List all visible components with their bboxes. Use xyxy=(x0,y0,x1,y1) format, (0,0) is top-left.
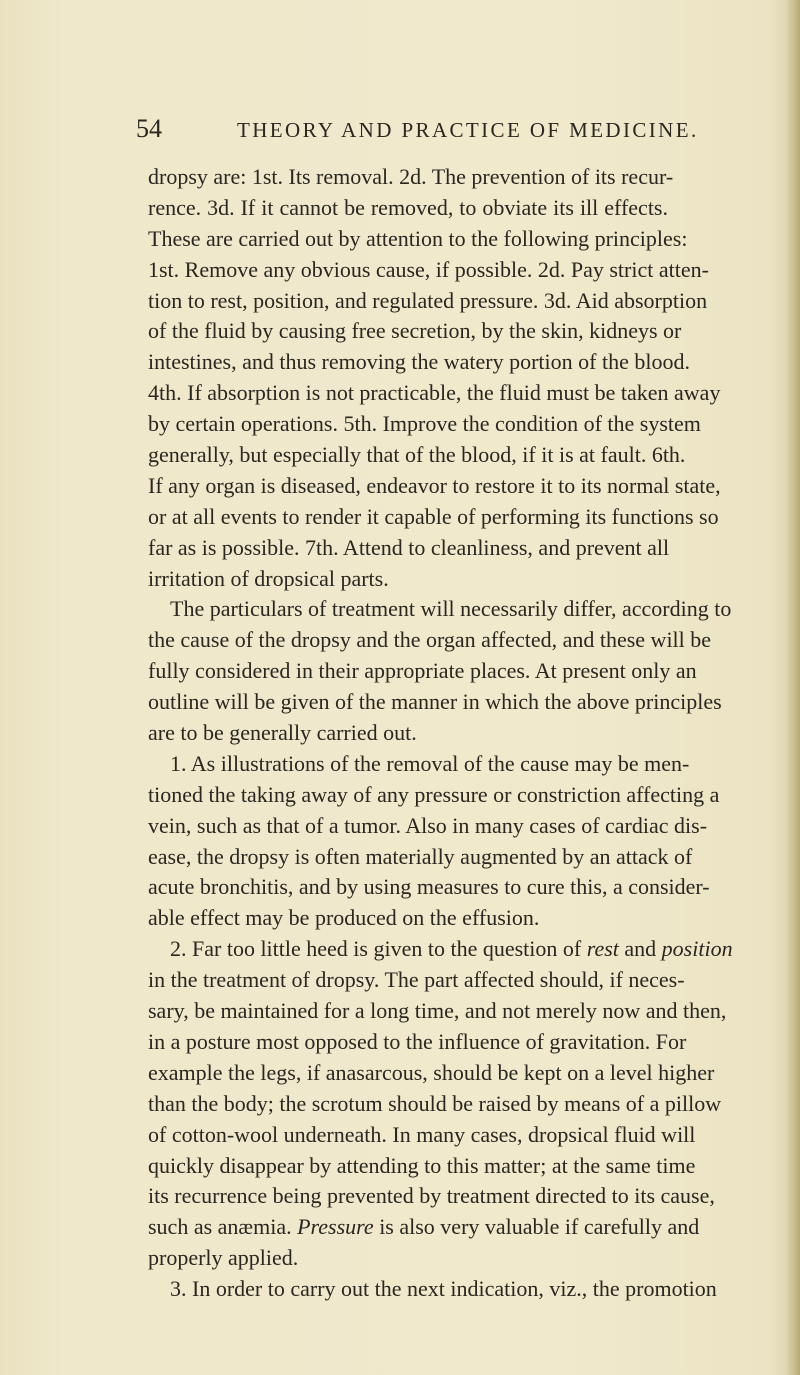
page-header xyxy=(120,114,699,158)
text-line: able effect may be produced on the effusion. xyxy=(148,905,540,931)
text-fragment: 2. Far too little heed is given to the question of xyxy=(170,936,587,962)
text-line: sary, be maintained for a long time, and not merely now and then, xyxy=(148,998,727,1024)
text-line: If any organ is diseased, endeavor to restore it to its normal state, xyxy=(148,472,721,498)
text-line: ease, the dropsy is often materially augmented by an attack of xyxy=(148,843,693,869)
running-head: THEORY AND PRACTICE OF MEDICINE. xyxy=(237,118,699,142)
text-line: in a posture most opposed to the influence of gravitation. For xyxy=(148,1028,687,1054)
text-line: acute bronchitis, and by using measures to cure this, a consider- xyxy=(148,874,710,900)
text-line: 3. In order to carry out the next indication, viz., the promotion xyxy=(170,1276,717,1302)
italic-position: position xyxy=(661,936,733,962)
text-line: fully considered in their appropriate places. At present only an xyxy=(148,658,697,684)
text-line: generally, but especially that of the blood, if it is at fault. 6th. xyxy=(148,442,686,468)
text-line: 1st. Remove any obvious cause, if possible. 2d. Pay strict atten- xyxy=(148,256,709,282)
text-line: outline will be given of the manner in which the above principles xyxy=(148,689,722,715)
page-edge-shadow xyxy=(786,0,800,1375)
body-text xyxy=(148,162,733,1305)
text-line: properly applied. xyxy=(148,1245,299,1271)
text-line: far as is possible. 7th. Attend to cleanliness, and prevent all xyxy=(148,534,670,560)
text-line: irritation of dropsical parts. xyxy=(148,565,389,591)
text-line: of cotton-wool underneath. In many cases, dropsical fluid will xyxy=(148,1121,696,1147)
text-fragment: such as anæmia. xyxy=(148,1214,298,1240)
text-line: than the body; the scrotum should be raised by means of a pillow xyxy=(148,1090,722,1116)
text-line: or at all events to render it capable of performing its functions so xyxy=(148,503,719,529)
text-line-pressure xyxy=(148,1212,700,1243)
text-line-italic-mixed xyxy=(148,934,733,965)
text-line: The particulars of treatment will necessarily differ, according to xyxy=(170,596,732,622)
text-line: its recurrence being prevented by treatment directed to its cause, xyxy=(148,1183,715,1209)
text-line: example the legs, if anasarcous, should be kept on a level higher xyxy=(148,1059,715,1085)
text-line: tioned the taking away of any pressure or constriction affecting a xyxy=(148,781,720,807)
text-line: intestines, and thus removing the watery portion of the blood. xyxy=(148,349,690,375)
text-line: vein, such as that of a tumor. Also in many cases of cardiac dis- xyxy=(148,812,708,838)
text-line: of the fluid by causing free secretion, by the skin, kidneys or xyxy=(148,318,682,344)
text-line: the cause of the dropsy and the organ affected, and these will be xyxy=(148,627,712,653)
text-line: in the treatment of dropsy. The part affected should, if neces- xyxy=(148,967,685,993)
text-line: quickly disappear by attending to this matter; at the same time xyxy=(148,1152,696,1178)
text-line: rence. 3d. If it cannot be removed, to obviate its ill effects. xyxy=(148,194,668,220)
italic-pressure: Pressure xyxy=(297,1214,374,1240)
text-line: tion to rest, position, and regulated pressure. 3d. Aid absorption xyxy=(148,287,708,313)
text-fragment: and xyxy=(618,936,662,962)
page-number: 54 xyxy=(136,114,162,143)
text-line: 1. As illustrations of the removal of the cause may be men- xyxy=(170,750,690,776)
italic-rest: rest xyxy=(586,936,619,962)
text-line: 4th. If absorption is not practicable, the fluid must be taken away xyxy=(148,380,721,406)
text-fragment: is also very valuable if carefully and xyxy=(373,1214,700,1240)
text-line: by certain operations. 5th. Improve the condition of the system xyxy=(148,411,701,437)
text-line: dropsy are: 1st. Its removal. 2d. The prevention of its recur- xyxy=(148,164,674,189)
text-line: are to be generally carried out. xyxy=(148,720,417,746)
text-line: These are carried out by attention to the following principles: xyxy=(148,225,688,251)
